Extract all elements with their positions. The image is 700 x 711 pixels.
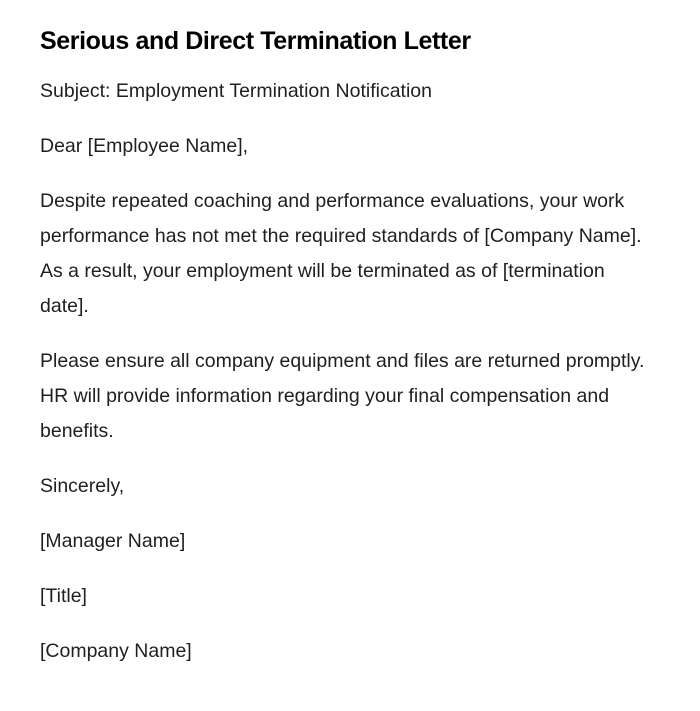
signature-manager-name: [Manager Name] [40,530,186,552]
body-paragraph-1: Despite repeated coaching and performance evaluations, your work performance has not met the required standards of [Company Name]. As a result, your employment will be terminated as of [termination date]. [40,190,642,317]
document-title: Serious and Direct Termination Letter [40,27,471,55]
salutation: Dear [Employee Name], [40,135,249,157]
subject-line: Subject: Employment Termination Notification [40,80,432,102]
body-paragraph-2: Please ensure all company equipment and files are returned promptly. HR will provide information regarding your final compensation and benefits. [40,350,645,442]
letter-document [40,24,650,689]
closing: Sincerely, [40,475,125,497]
signature-title: [Title] [40,585,87,607]
signature-company-name: [Company Name] [40,640,192,662]
